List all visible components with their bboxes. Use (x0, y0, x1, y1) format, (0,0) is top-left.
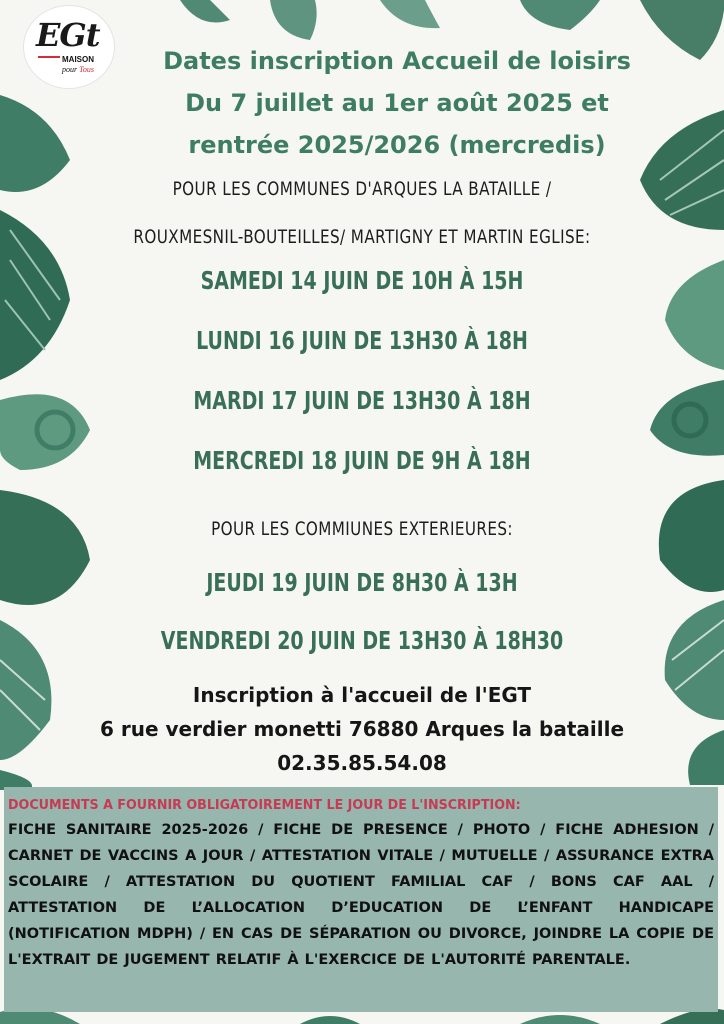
phone-number: 02.35.85.54.08 (277, 751, 447, 775)
address-line-1: Inscription à l'accueil de l'EGT (192, 683, 532, 707)
date-item: JEUDI 19 JUIN DE 8H30 À 13H (206, 568, 518, 597)
page-title (90, 40, 704, 166)
documents-list: FICHE SANITAIRE 2025-2026 / FICHE DE PRESENCE / PHOTO / FICHE ADHESION / CARNET DE VACCINS A JOUR / ATTESTATION VITALE / MUTUELLE / ASSURANCE EXTRA SCOLAIRE / ATTESTATION DU QUOTIENT FAMILIAL CAF / BONS CAF AAL / ATTESTATION DE L’ALLOCATION D’EDUCATION DE L’ENFANT HANDICAPE (NOTIFICATION MDPH) / EN CAS DE SÉPARATION OU DIVORCE, JOINDRE LA COPIE DE L'EXTRAIT DE JUGEMENT RELATIF À L'EXERCICE DE L'AUTORITÉ PARENTALE. (8, 822, 714, 968)
address-line-2: 6 rue verdier monetti 76880 Arques la bataille (99, 717, 625, 741)
date-item: MARDI 17 JUIN DE 13H30 À 18H (193, 386, 531, 415)
documents-box (4, 787, 718, 1012)
title-line-1: Dates inscription Accueil de loisirs (163, 47, 631, 75)
date-item: VENDREDI 20 JUIN DE 13H30 À 18H30 (160, 626, 564, 655)
documents-title: DOCUMENTS A FOURNIR OBLIGATOIREMENT LE JOUR DE L'INSCRIPTION: (8, 797, 521, 813)
section2-header: POUR LES COMMIUNES EXTERIEURES: (211, 518, 513, 540)
logo-maison: MAISON (62, 55, 94, 64)
logo-divider (38, 56, 60, 58)
section1-header-line-1: POUR LES COMMUNES D'ARQUES LA BATAILLE / (172, 178, 552, 200)
title-line-3: rentrée 2025/2026 (mercredis) (188, 131, 606, 159)
date-item: LUNDI 16 JUIN DE 13H30 À 18H (196, 326, 528, 355)
logo-text: EGt (36, 16, 100, 54)
date-item: SAMEDI 14 JUIN DE 10H À 15H (200, 266, 524, 295)
date-item: MERCREDI 18 JUIN DE 9H À 18H (193, 446, 531, 475)
title-line-2: Du 7 juillet au 1er août 2025 et (185, 89, 609, 117)
logo-pour-tous: pour Tous (62, 65, 94, 74)
section1-header-line-2: ROUXMESNIL-BOUTEILLES/ MARTIGNY ET MARTIN EGLISE: (133, 226, 591, 248)
address-block (0, 678, 724, 780)
